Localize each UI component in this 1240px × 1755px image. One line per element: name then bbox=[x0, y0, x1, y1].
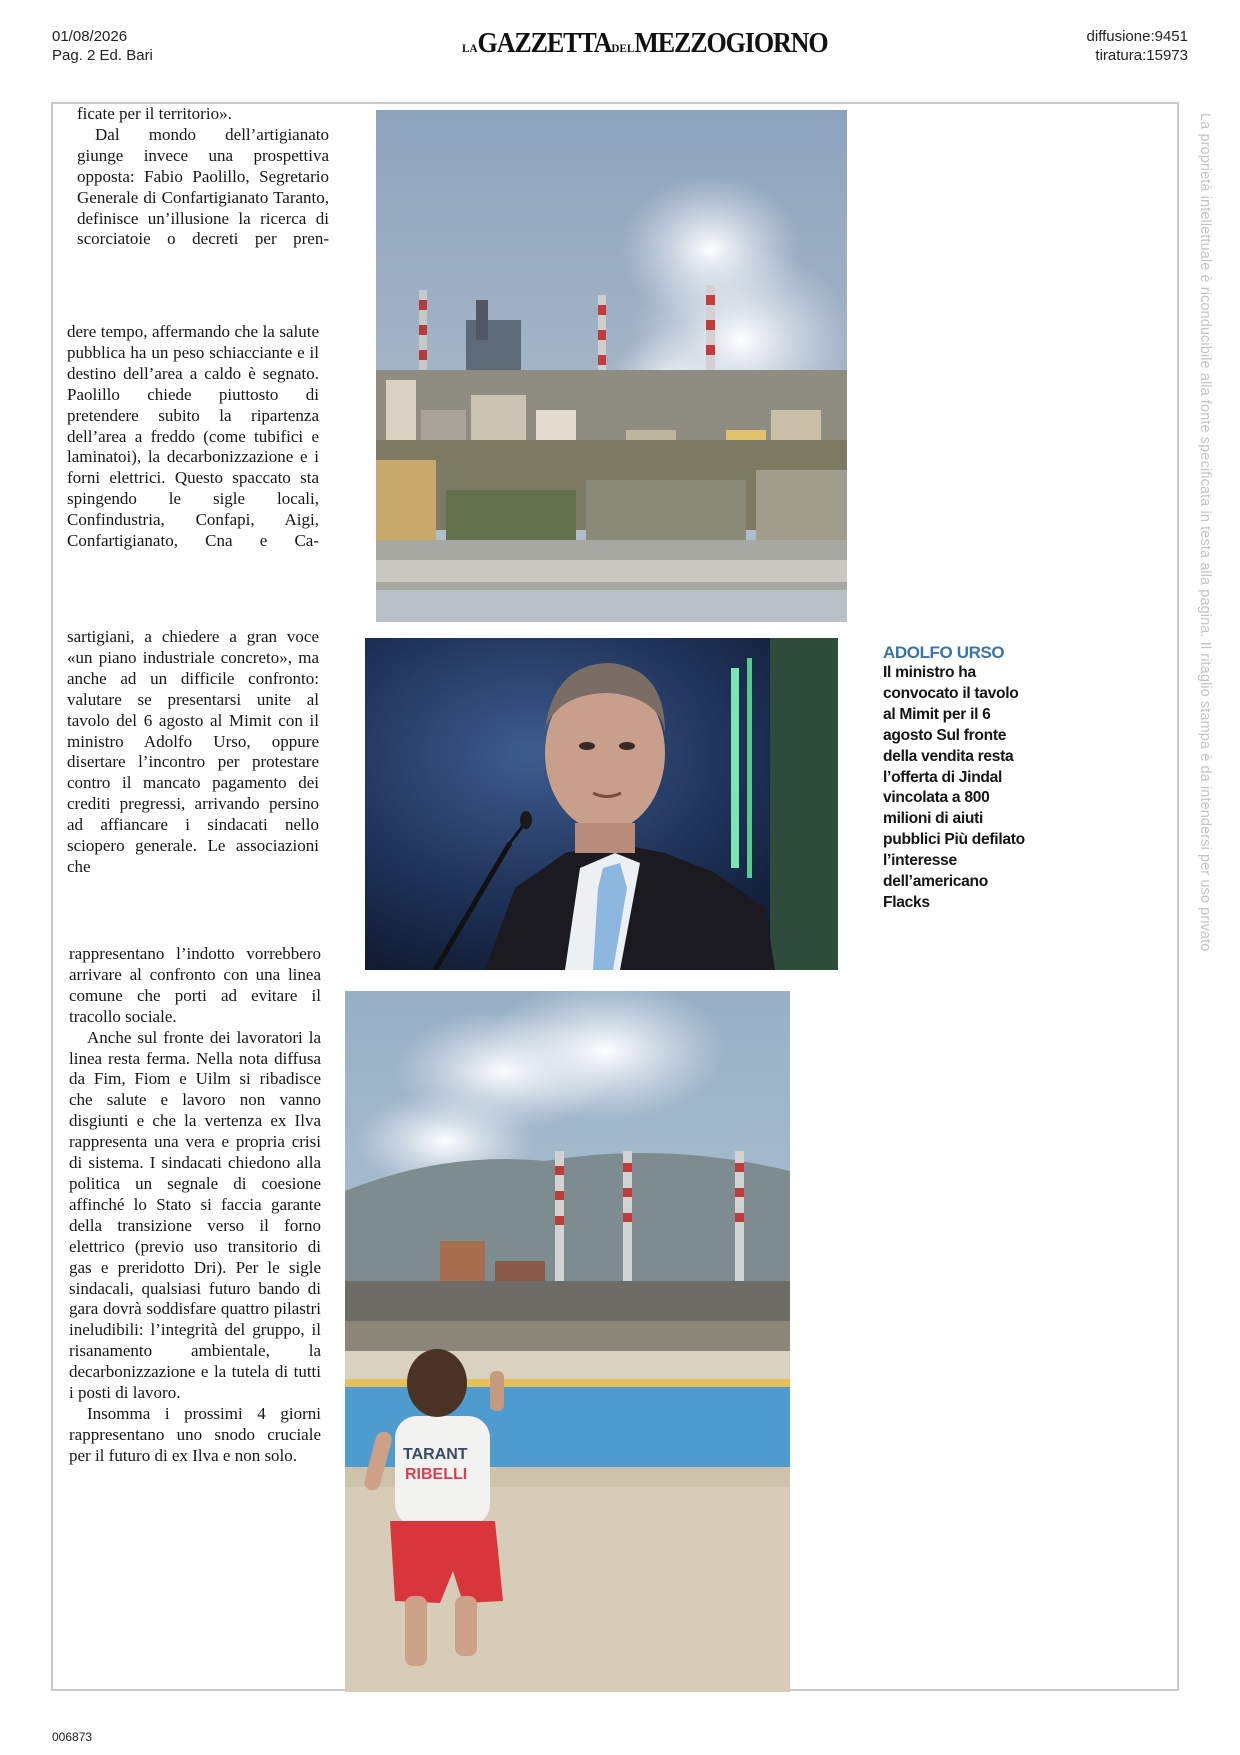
article-column-4 bbox=[69, 944, 321, 1467]
article-column-3 bbox=[67, 627, 319, 878]
clipping-code: 006873 bbox=[52, 1730, 93, 1744]
article-paragraph: sartigiani, a chiedere a gran voce «un piano industriale concreto», ma anche ad un difficile confronto: valutare se presentarsi unite al tavolo del 6 agosto al Mimit con il ministro Adolfo Urso, oppure disertare l’incontro per protestare contro il mancato pagamento dei crediti pregressi, arrivando persino ad affiancare i sindacati nello sciopero generale. Le associazioni che bbox=[67, 627, 319, 876]
article-column-1 bbox=[77, 104, 329, 250]
rights-note: La proprietà intellettuale è riconducibile alla fonte specificata in testa alla pagina. Il ritaglio stampa è da intendersi per uso privato bbox=[1197, 113, 1213, 952]
shirt-text-line2: RIBELLI bbox=[405, 1466, 468, 1483]
caption-text: Il ministro ha convocato il tavolo al Mimit per il 6 agosto Sul fronte della vendita resta l’offerta di Jindal vincolata a 800 milioni di aiuti pubblici Più defilato l’interesse dell’americano Flacks bbox=[883, 664, 1025, 911]
steelworks-skyline-photo bbox=[376, 110, 847, 622]
article-column-2 bbox=[67, 322, 319, 552]
page-edition: Pag. 2 Ed. Bari bbox=[52, 47, 153, 64]
diffusione: diffusione:9451 bbox=[1086, 28, 1188, 45]
photo-caption bbox=[883, 643, 1033, 914]
child-beach-steelworks-photo bbox=[345, 991, 790, 1692]
caption-title: ADOLFO URSO bbox=[883, 643, 1005, 662]
article-paragraph: rappresentano l’indotto vorrebbero arrivare al confronto con una linea comune che porti ad evitare il tracollo sociale. bbox=[69, 944, 321, 1026]
shirt-text-line1: TARANT bbox=[403, 1446, 468, 1463]
masthead-logo: LAGAZZETTADELMEZZOGIORNO bbox=[462, 28, 828, 59]
article-paragraph: dere tempo, affermando che la salute pubblica ha un peso schiacciante e il destino dell’area a caldo è segnato. Paolillo chiede piuttosto di pretendere subito la ripartenza dell’area a freddo (come tubifici e laminatoi), la decarbonizzazione e i forni elettrici. Questo spaccato sta spingendo le sigle locali, Confindustria, Confapi, Aigi, Confartigianato, Cna e Ca- bbox=[67, 322, 319, 551]
article-paragraph: ficate per il territorio». bbox=[77, 104, 232, 123]
adolfo-urso-portrait-photo bbox=[365, 638, 838, 970]
article-paragraph: Dal mondo dell’artigianato giunge invece una prospettiva opposta: Fabio Paolillo, Segretario Generale di Confartigianato Taranto, definisce un’illusione la ricerca di scorciatoie o decreti per pren- bbox=[77, 124, 329, 249]
header-left bbox=[52, 27, 153, 65]
header-right bbox=[1087, 27, 1188, 65]
article-paragraph: Insomma i prossimi 4 giorni rappresentano uno snodo cruciale per il futuro di ex Ilva e non solo. bbox=[69, 1403, 321, 1465]
tiratura: tiratura:15973 bbox=[1095, 47, 1188, 64]
article-paragraph: Anche sul fronte dei lavoratori la linea resta ferma. Nella nota diffusa da Fim, Fiom e Uilm si ribadisce che salute e lavoro non vanno disgiunti e che la vertenza ex Ilva rappresenta una vera e propria crisi di sistema. I sindacati chiedono alla politica un segnale di coesione affinché lo Stato si faccia garante della transizione verso il forno elettrico (previo uso transitorio di gas e preridotto Dri). Per le sigle sindacali, qualsiasi futuro bando di gara dovrà soddisfare quattro pilastri ineludibili: l’integrità del gruppo, il risanamento ambientale, la decarbonizzazione e la tutela di tutti i posti di lavoro. bbox=[69, 1027, 321, 1403]
publication-date: 01/08/2026 bbox=[52, 28, 128, 45]
